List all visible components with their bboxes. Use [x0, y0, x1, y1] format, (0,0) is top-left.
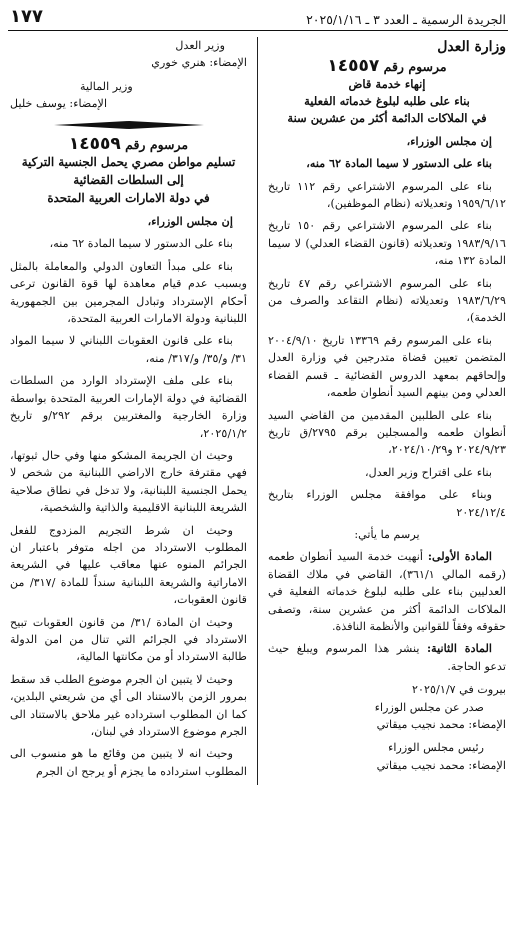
article-2	[268, 640, 506, 675]
preamble-paragraph: بناء على المرسوم الاشتراعي رقم ٤٧ تاريخ ١٩٨٣/٦/٢٩ وتعديلاته (نظام التقاعد والصرف من الخدمة)،	[268, 276, 506, 325]
decree-heading	[268, 58, 506, 75]
finance-minister-signature: الإمضاء: يوسف خليل	[10, 97, 108, 111]
decree-prefix-2: مرسوم رقم	[125, 136, 189, 152]
article-2-text: ينشر هذا المرسوم ويبلغ حيث تدعو الحاجة.	[268, 642, 506, 673]
preamble-paragraph: بناء على الطلبين المقدمين من القاضي السيد أنطوان طعمه والمسجلين برقم ٢٧٩٥/ق تاريخ ٢٠٢٤/٩/٢٣ و٢٠٢٤/١٠/٢٩،	[268, 408, 506, 457]
issued-by: صدر عن مجلس الوزراء	[374, 700, 484, 714]
decrees-line: يرسم ما يأتي:	[354, 527, 420, 541]
decree-heading-2	[10, 133, 247, 154]
finance-minister-title: وزير المالية	[80, 79, 133, 93]
preamble-paragraph-2: بناء على مبدأ التعاون الدولي والمعاملة بالمثل وبسبب عدم قيام معاهدة لها قوة القانون ترعى أحكام الإسترداد وتبادل المجرمين بين الجمهورية اللبنانية ودولة الامارات العربية المتحدة،	[10, 259, 247, 326]
decree-title-line-3: في دولة الامارات العربية المتحدة	[47, 191, 210, 206]
left-column	[8, 37, 258, 785]
preamble-paragraph-2: وحيث ان الجريمة المشكو منها وفي حال ثبوتها، فهي مقترفة خارج الاراضي اللبنانية من شخص لا يحمل الجنسية اللبنانية، ولا تدخل في نطاق صلاحية الشريعة اللبنانية الاقليمية والذاتية والشخصية،	[10, 448, 247, 515]
preamble-paragraph-2: بناء على ملف الإسترداد الوارد من السلطات القضائية في دولة الإمارات العربية المتحدة بواسطة وزارة الخارجية والمغتربين برقم ٢٩٢/و تاريخ ٢٠٢٥/١/٢،	[10, 374, 247, 440]
decree-title-line-1: تسليم مواطن مصري يحمل الجنسية التركية	[21, 155, 236, 170]
article-1	[268, 548, 506, 635]
decree-prefix: مرسوم رقم	[383, 59, 447, 75]
preamble-paragraph-2: وحيث ان شرط التجريم المزدوج للفعل المطلوب الاسترداد من اجله متوفر باعتبار ان الجرائم المنوه عنها معاقب عليها في الشريعة الاماراتية والشريعة اللبنانية سنداً للمادة /٣١٧/ من قانون العقوبات،	[10, 523, 248, 607]
signature-2: الإمضاء: محمد نجيب ميقاتي	[376, 758, 506, 772]
place-date: بيروت في ٢٠٢٥/١/٧	[412, 683, 506, 697]
gazette-issue-title: الجريدة الرسمية ـ العدد ٣ ـ ٢٠٢٥/١/١٦	[306, 12, 506, 27]
article-2-label: المادة الثانية:	[427, 641, 492, 656]
right-column	[258, 37, 508, 785]
decree-subject-line-2: بناء على طلبه لبلوغ خدماته الفعلية	[304, 93, 470, 108]
preamble-paragraph: بناء على المرسوم رقم ١٣٣٦٩ تاريخ ٢٠٠٤/٩/١٠ المتضمن تعيين قضاة متدرجين في وزارة العدل وإلحاقهم بمعهد الدروس القضائية ـ قسم القضاء العدلي ومن بينهم السيد أنطوان طعمه،	[268, 333, 506, 400]
page-header	[8, 6, 508, 31]
preamble-paragraph-2: وحيث انه لا يتبين من وقائع ما هو منسوب الى المطلوب استرداده ما يجزم أو يرجح ان الجرم	[10, 747, 247, 778]
decree-subject-line-1: إنهاء خدمة قاض	[348, 76, 426, 91]
decree-subject-line-3: في الملاكات الدائمة أكثر من عشرين سنة	[287, 110, 487, 125]
article-1-label: المادة الأولى:	[427, 549, 492, 564]
justice-minister-title: وزير العدل	[175, 39, 225, 52]
preamble-paragraph-2: وحيث ان المادة /٣١/ من قانون العقوبات تبيح الاسترداد في الجرائم التي تنال من امن الدولة طالبة الاسترداد أو من مكانتها المالية،	[10, 615, 247, 664]
signature-1: الإمضاء: محمد نجيب ميقاتي	[376, 718, 506, 731]
preamble-paragraph: بناء على اقتراح وزير العدل،	[364, 465, 492, 479]
preamble-paragraph: وبناء على موافقة مجلس الوزراء بتاريخ ٢٠٢٤/١٢/٤	[268, 488, 506, 519]
decree-number-2: ١٤٥٥٩	[68, 133, 121, 154]
decree-number: ١٤٥٥٧	[327, 56, 380, 77]
preamble-paragraph-2: إن مجلس الوزراء،	[147, 214, 233, 229]
article-1-text: أنهيت خدمة السيد أنطوان طعمه (رقمه المالي ٣٦١/١)، القاضي في ملاك القضاة العدليين بناء على طلبه لبلوغ خدماته الفعلية في الملاكات الدائمة أكثر من عشرين سنة، وتصفى حقوقه وفقاً للقوانين والأنظمة النافذة.	[268, 550, 506, 633]
pm-title: رئيس مجلس الوزراء	[388, 741, 484, 755]
preamble-paragraph-2: بناء على الدستور لا سيما المادة ٦٢ منه،	[49, 237, 233, 251]
decree-title-line-2: إلى السلطات القضائية	[73, 173, 184, 188]
preamble-paragraph: بناء على المرسوم الاشتراعي رقم ١٥٠ تاريخ ١٩٨٣/٩/١٦ وتعديلاته (قانون القضاء العدلي) لا سيما المادة ١٣٢ منه،	[268, 219, 506, 268]
preamble-paragraph-2: بناء على قانون العقوبات اللبناني لا سيما المواد ٣١/ و/٣٥/ و/٣١٧/ منه،	[10, 334, 247, 365]
section-divider	[10, 120, 247, 130]
divider-ornament-icon	[54, 120, 204, 130]
preamble-paragraph: إن مجلس الوزراء،	[406, 133, 492, 148]
page-number: ١٧٧	[10, 6, 43, 27]
two-column-body	[8, 37, 508, 785]
ministry-heading: وزارة العدل	[437, 39, 506, 55]
preamble-paragraph-2: وحيث لا يتبين ان الجرم موضوع الطلب قد سقط بمرور الزمن بالاستناد الى أي من شريعتي البلدين، كما ان المطلوب استرداده غير ملاحق بالاستناد الى الجرم موضوع الاسترداد في لبنان،	[10, 672, 247, 738]
preamble-paragraph: بناء على المرسوم الاشتراعي رقم ١١٢ تاريخ ١٩٥٩/٦/١٢ وتعديلاته (نظام الموظفين)،	[268, 179, 506, 211]
justice-minister-signature: الإمضاء: هنري خوري	[151, 56, 247, 70]
preamble-paragraph: بناء على الدستور لا سيما المادة ٦٢ منه،	[306, 156, 492, 171]
